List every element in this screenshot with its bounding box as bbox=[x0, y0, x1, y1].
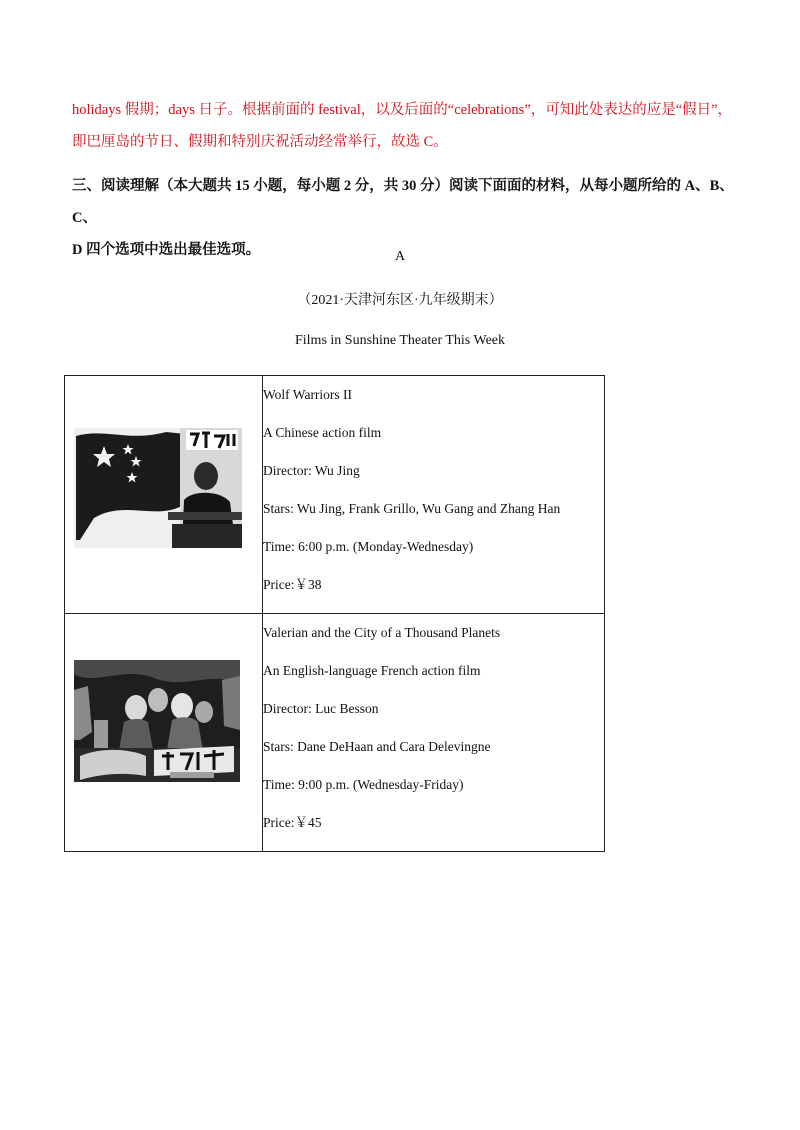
film-stars: Stars: Wu Jing, Frank Grillo, Wu Gang and Zhang Han bbox=[263, 501, 561, 516]
passage-source: （2021·天津河东区·九年级期末） bbox=[297, 293, 503, 308]
poster-cell bbox=[65, 376, 263, 614]
film-director: Director: Wu Jing bbox=[263, 463, 360, 478]
table-row bbox=[65, 614, 605, 852]
table-row bbox=[65, 376, 605, 614]
flag-poster-image bbox=[74, 428, 242, 548]
film-info-cell bbox=[263, 376, 605, 614]
film-title: Wolf Warriors II bbox=[263, 387, 353, 402]
film-title: Valerian and the City of a Thousand Planets bbox=[263, 625, 501, 640]
film-time: Time: 6:00 p.m. (Monday-Wednesday) bbox=[263, 539, 474, 554]
film-price: Price:￥45 bbox=[263, 815, 322, 830]
group-poster-image bbox=[74, 660, 240, 782]
film-type: A Chinese action film bbox=[263, 425, 382, 440]
section-instructions-line-2: D 四个选项中选出最佳选项。 bbox=[72, 242, 261, 258]
answer-explanation-line-2: 即巴厘岛的节日、假期和特别庆祝活动经常举行，故选 C。 bbox=[72, 134, 448, 150]
film-director: Director: Luc Besson bbox=[263, 701, 379, 716]
films-table bbox=[64, 375, 605, 852]
film-info-cell bbox=[263, 614, 605, 852]
film-stars: Stars: Dane DeHaan and Cara Delevingne bbox=[263, 739, 491, 754]
passage-letter: A bbox=[394, 249, 406, 264]
section-instructions-line-1: 三、阅读理解（本大题共 15 小题，每小题 2 分，共 30 分）阅读下面面的材料，从每小题所给的 A、B、C、 bbox=[72, 178, 734, 226]
table-title: Films in Sunshine Theater This Week bbox=[294, 333, 506, 348]
film-price: Price:￥38 bbox=[263, 577, 322, 592]
answer-explanation bbox=[72, 94, 752, 158]
film-type: An English-language French action film bbox=[263, 663, 481, 678]
poster-cell bbox=[65, 614, 263, 852]
answer-explanation-line-1: holidays 假期；days 日子。根据前面的 festival，以及后面的“celebrations”，可知此处表达的应是“假日”， bbox=[72, 102, 733, 118]
film-time: Time: 9:00 p.m. (Wednesday-Friday) bbox=[263, 777, 464, 792]
